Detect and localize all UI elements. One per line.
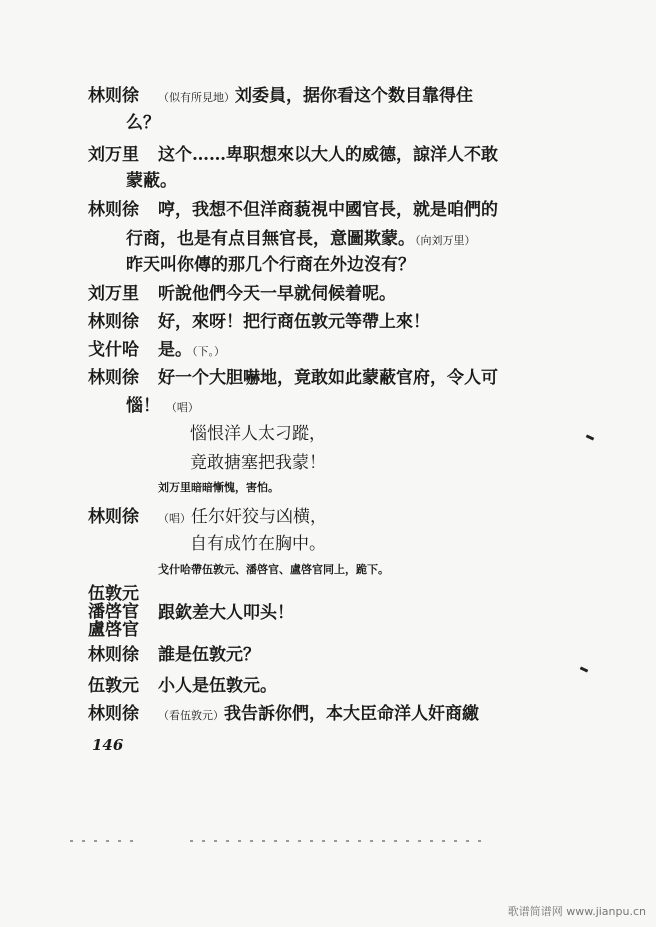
verse-line: 惱恨洋人太刁蹤，: [190, 424, 326, 444]
speaker: 刘万里: [88, 145, 139, 165]
dialogue: [158, 340, 225, 362]
dialogue: 哼，我想不但洋商藐視中國官長，就是咱們的: [158, 200, 498, 220]
dialogue-text: 刘委員，据你看这个数目靠得住: [235, 86, 473, 106]
page-number: 146: [92, 736, 124, 754]
scan-noise: [190, 840, 490, 842]
dialogue-cont: 蒙蔽。: [126, 171, 177, 191]
scan-mark: [580, 666, 589, 672]
dialogue-cont: [126, 229, 476, 251]
speaker: 盧啓官: [88, 620, 139, 640]
dialogue-text: 我告訴你們，本大臣命洋人奸商繳: [224, 704, 479, 724]
speaker: 伍敦元: [88, 676, 139, 696]
speaker: 林则徐: [88, 312, 139, 332]
dialogue-text: 行商，也是有点目無官長，意圖欺蒙。: [126, 229, 415, 249]
speaker: 林则徐: [88, 704, 139, 724]
speaker: 林则徐: [88, 368, 139, 388]
dialogue: 小人是伍敦元。: [158, 676, 277, 696]
dialogue: 跟欽差大人叩头！: [158, 603, 294, 623]
dialogue: 誰是伍敦元？: [158, 645, 260, 665]
dialogue: [158, 86, 473, 108]
dialogue-text: 惱！: [126, 396, 160, 416]
dialogue: 这个……卑职想來以大人的威德，諒洋人不敢: [158, 145, 498, 165]
speaker: 伍敦元: [88, 584, 139, 604]
dialogue-text: 是。: [158, 340, 192, 360]
stage-direction: 刘万里暗暗慚愧，害怕。: [158, 481, 279, 494]
stage-direction: 戈什哈帶伍敦元、潘啓官、盧啓官同上，跪下。: [158, 563, 389, 576]
speaker-group: [88, 585, 139, 639]
stage-direction: （向刘万里）: [415, 234, 476, 247]
dialogue-cont: 么？: [126, 113, 160, 133]
stage-direction: （下。）: [192, 345, 225, 358]
speaker: 潘啓官: [88, 602, 139, 622]
speaker: 戈什哈: [88, 340, 139, 360]
stage-direction: （看伍敦元）: [158, 709, 224, 722]
dialogue-cont: 昨天叫你傳的那几个行商在外边沒有？: [126, 255, 415, 275]
speaker: 林则徐: [88, 86, 139, 106]
scan-noise: [70, 840, 140, 842]
speaker: 林则徐: [88, 507, 139, 527]
speaker: 刘万里: [88, 284, 139, 304]
verse-line: 竟敢搪塞把我蒙！: [190, 453, 326, 473]
dialogue: [158, 704, 479, 726]
dialogue: 好一个大胆嚇地，竟敢如此蒙蔽官府，令人可: [158, 368, 498, 388]
dialogue: [158, 507, 327, 529]
stage-direction: （似有所見地）: [158, 91, 235, 104]
speaker: 林则徐: [88, 200, 139, 220]
dialogue-cont: [126, 396, 199, 418]
verse-line: 任尔奸狡与凶横，: [191, 507, 327, 527]
watermark: 歌谱简谱网 www.jianpu.cn: [507, 905, 646, 918]
scan-mark: [586, 434, 595, 440]
dialogue: 听說他們今天一早就伺候着呢。: [158, 284, 396, 304]
speaker: 林则徐: [88, 645, 139, 665]
dialogue: 好，來呀！把行商伍敦元等帶上來！: [158, 312, 430, 332]
stage-direction: （唱）: [158, 512, 191, 525]
stage-direction: （唱）: [165, 401, 199, 414]
verse-line: 自有成竹在胸中。: [190, 534, 326, 554]
